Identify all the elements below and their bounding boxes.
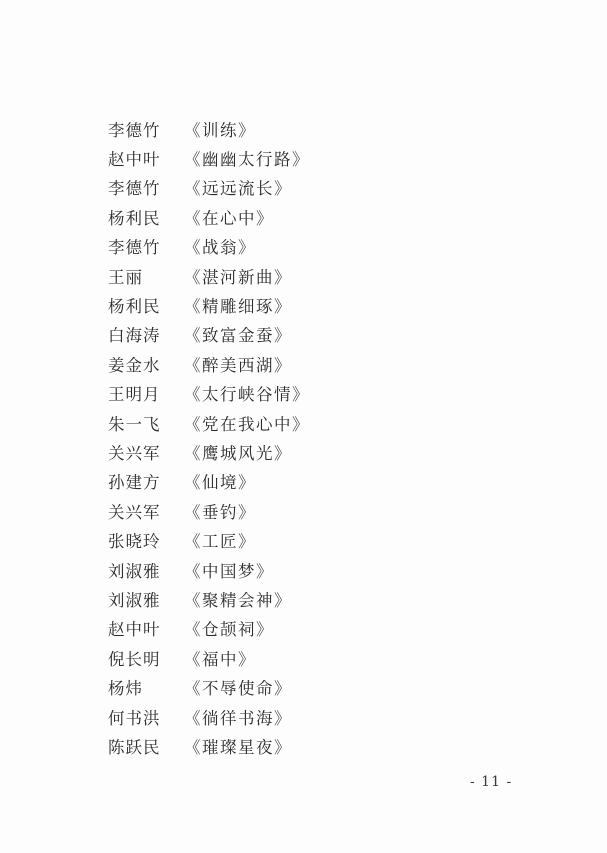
work-title: 《精雕细琢》 bbox=[184, 297, 292, 317]
author-name: 白海涛 bbox=[108, 326, 161, 346]
author-name: 杨利民 bbox=[108, 208, 161, 228]
list-item bbox=[108, 584, 528, 613]
list-item bbox=[108, 702, 528, 731]
list-item bbox=[108, 496, 528, 525]
author-name: 杨利民 bbox=[108, 297, 161, 317]
work-title: 《工匠》 bbox=[184, 532, 256, 552]
list-item bbox=[108, 232, 528, 261]
author-name: 杨炜 bbox=[108, 679, 143, 699]
author-name: 姜金水 bbox=[108, 355, 161, 375]
author-name: 赵中叶 bbox=[108, 620, 161, 640]
work-title: 《远远流长》 bbox=[184, 179, 292, 199]
author-name: 关兴军 bbox=[108, 502, 161, 522]
list-item bbox=[108, 614, 528, 643]
author-name: 张晓玲 bbox=[108, 532, 161, 552]
list-item bbox=[108, 672, 528, 701]
author-name: 陈跃民 bbox=[108, 737, 161, 757]
author-name: 李德竹 bbox=[108, 179, 161, 199]
list-item bbox=[108, 555, 528, 584]
author-name: 刘淑雅 bbox=[108, 561, 161, 581]
author-name: 刘淑雅 bbox=[108, 590, 161, 610]
author-name: 王明月 bbox=[108, 385, 161, 405]
author-name: 李德竹 bbox=[108, 120, 161, 140]
list-item bbox=[108, 173, 528, 202]
work-title: 《训练》 bbox=[184, 120, 256, 140]
author-name: 倪长明 bbox=[108, 649, 161, 669]
work-title: 《党在我心中》 bbox=[184, 414, 310, 434]
author-name: 何书洪 bbox=[108, 708, 161, 728]
work-title: 《仙境》 bbox=[184, 473, 256, 493]
work-title: 《湛河新曲》 bbox=[184, 267, 292, 287]
list-item bbox=[108, 525, 528, 554]
list-item bbox=[108, 467, 528, 496]
work-title: 《战翁》 bbox=[184, 238, 256, 258]
author-name: 朱一飞 bbox=[108, 414, 161, 434]
list-item bbox=[108, 202, 528, 231]
work-title: 《鹰城风光》 bbox=[184, 443, 292, 463]
work-title: 《仓颉祠》 bbox=[184, 620, 274, 640]
author-name: 李德竹 bbox=[108, 238, 161, 258]
work-title: 《福中》 bbox=[184, 649, 256, 669]
work-title: 《致富金蚕》 bbox=[184, 326, 292, 346]
author-name: 赵中叶 bbox=[108, 150, 161, 170]
list-item bbox=[108, 320, 528, 349]
work-title: 《不辱使命》 bbox=[184, 679, 292, 699]
work-title: 《醉美西湖》 bbox=[184, 355, 292, 375]
work-title: 《幽幽太行路》 bbox=[184, 150, 310, 170]
list-item bbox=[108, 437, 528, 466]
list-item bbox=[108, 379, 528, 408]
list-item bbox=[108, 114, 528, 143]
work-title: 《中国梦》 bbox=[184, 561, 274, 581]
work-title: 《垂钓》 bbox=[184, 502, 256, 522]
work-title: 《在心中》 bbox=[184, 208, 274, 228]
list-item bbox=[108, 143, 528, 172]
list-item bbox=[108, 408, 528, 437]
work-title: 《聚精会神》 bbox=[184, 590, 292, 610]
author-name: 王丽 bbox=[108, 267, 143, 287]
list-item bbox=[108, 349, 528, 378]
entry-list bbox=[108, 114, 528, 761]
list-item bbox=[108, 261, 528, 290]
work-title: 《璀璨星夜》 bbox=[184, 737, 292, 757]
list-item bbox=[108, 643, 528, 672]
work-title: 《太行峡谷情》 bbox=[184, 385, 310, 405]
list-item bbox=[108, 731, 528, 760]
author-name: 关兴军 bbox=[108, 443, 161, 463]
list-item bbox=[108, 290, 528, 319]
author-name: 孙建方 bbox=[108, 473, 161, 493]
page-number: - 11 - bbox=[470, 774, 513, 790]
work-title: 《徜徉书海》 bbox=[184, 708, 292, 728]
